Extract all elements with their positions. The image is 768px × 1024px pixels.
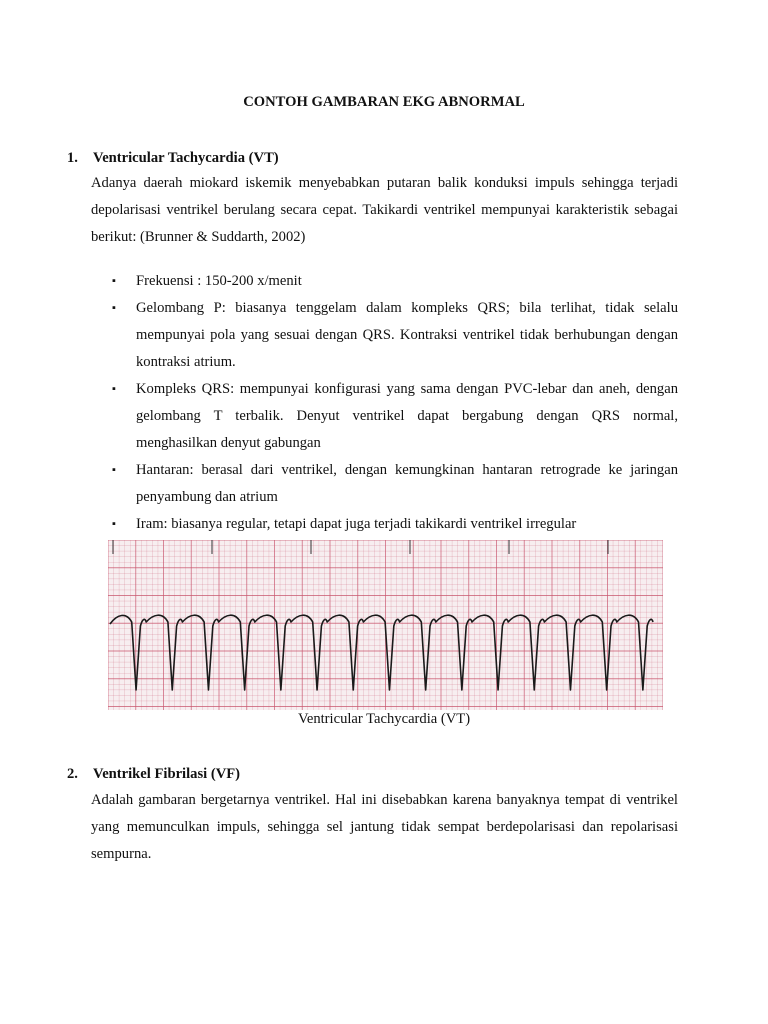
bullet-text: Iram: biasanya regular, tetapi dapat juga terjadi takikardi ventrikel irregular [136,516,577,532]
section-1-title: Ventricular Tachycardia (VT) [93,150,279,166]
section-2-paragraph: Adalah gambaran bergetarnya ventrikel. Hal ini disebabkan karena banyaknya tempat di ventrikel yang memunculkan impuls, sehingga sel jantung tidak sempat berdepolarisasi dan repolarisasi sempurna. [91,792,678,862]
list-item [112,457,678,511]
bullet-marker: ▪ [112,518,116,530]
section-1-heading [67,150,279,167]
section-1-paragraph: Adanya daerah miokard iskemik menyebabkan putaran balik konduksi impuls sehingga terjadi depolarisasi ventrikel berulang secara cepat. Takikardi ventrikel mempunyai karakteristik sebagai berikut: (Brunner & Suddarth, 2002) [91,175,678,245]
ekg-strip-image [108,540,663,710]
list-item [112,376,678,457]
bullet-marker: ▪ [112,302,116,314]
bullet-text: Hantaran: berasal dari ventrikel, dengan kemungkinan hantaran retrograde ke jaringan penyambung dan atrium [136,462,678,505]
bullet-text: Frekuensi : 150-200 x/menit [136,273,302,289]
bullet-marker: ▪ [112,275,116,287]
page-title: CONTOH GAMBARAN EKG ABNORMAL [243,94,525,110]
section-1-number: 1. [67,150,78,166]
list-item [112,511,678,538]
characteristics-list [112,268,678,538]
bullet-marker: ▪ [112,464,116,476]
bullet-marker: ▪ [112,383,116,395]
section-2-number: 2. [67,766,78,782]
list-item [112,295,678,376]
section-2-heading [67,766,240,783]
figure-caption: Ventricular Tachycardia (VT) [297,711,471,727]
bullet-text: Gelombang P: biasanya tenggelam dalam kompleks QRS; bila terlihat, tidak selalu mempunyai pola yang sesuai dengan QRS. Kontraksi ventrikel tidak berhubungan dengan kontraksi atrium. [136,300,678,370]
bullet-text: Kompleks QRS: mempunyai konfigurasi yang sama dengan PVC-lebar dan aneh, dengan gelombang T terbalik. Denyut ventrikel dapat bergabung dengan QRS normal, menghasilkan denyut gabungan [136,381,678,451]
section-2-title: Ventrikel Fibrilasi (VF) [93,766,241,782]
list-item [112,268,678,295]
